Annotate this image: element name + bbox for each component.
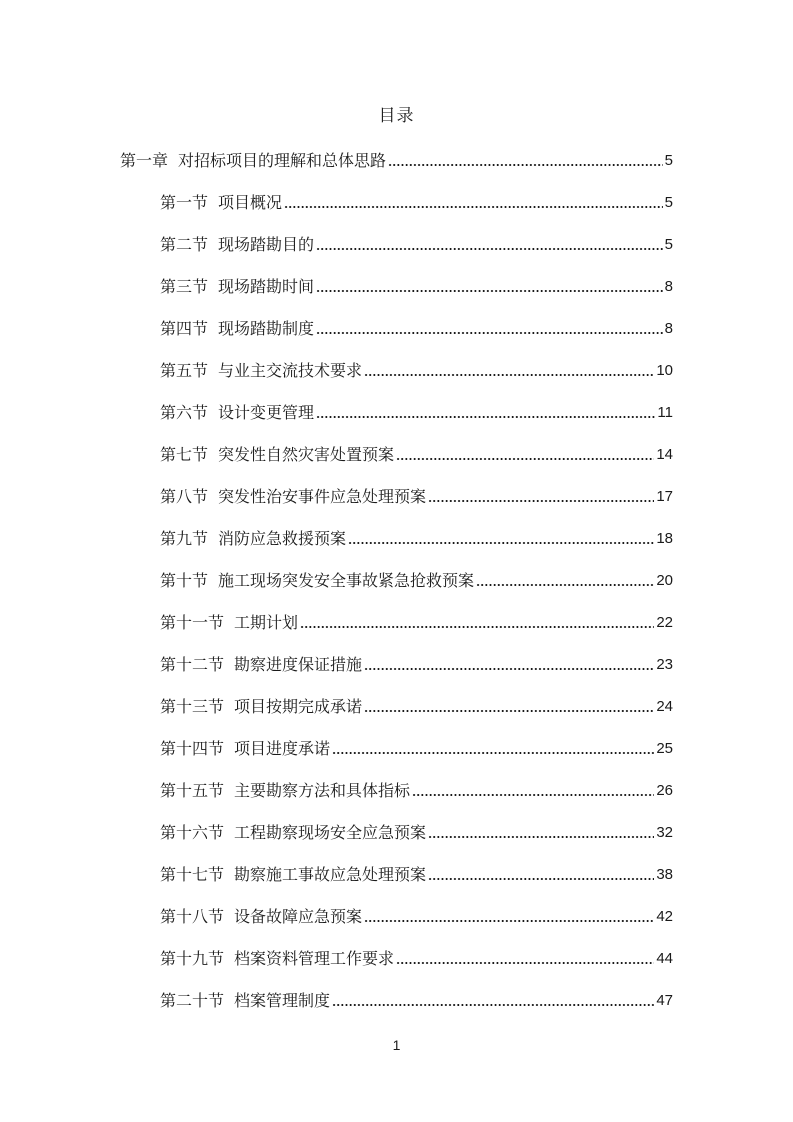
toc-entry-number: 第二节: [160, 235, 209, 254]
toc-entry-page: 14: [656, 446, 673, 463]
toc-entry-number: 第十一节: [160, 613, 225, 632]
dot-leader: [332, 1003, 654, 1007]
toc-entry-page: 10: [656, 362, 673, 379]
toc-entry-number: 第四节: [160, 319, 209, 338]
toc-entry-section-2[interactable]: [160, 231, 673, 257]
toc-entry-section-6[interactable]: [160, 399, 673, 425]
toc-entry-number: 第十二节: [160, 655, 225, 674]
toc-entry-title: 现场踏勘时间: [218, 277, 315, 296]
dot-leader: [396, 457, 654, 461]
toc-entry-section-15[interactable]: [160, 777, 673, 803]
toc-entry-title: 现场踏勘制度: [218, 319, 315, 338]
toc-entry-page: 8: [664, 320, 673, 337]
toc-entry-title: 档案资料管理工作要求: [234, 949, 395, 968]
dot-leader: [316, 289, 663, 293]
toc-entry-number: 第十八节: [160, 907, 225, 926]
dot-leader: [316, 415, 655, 419]
toc-entry-section-16[interactable]: [160, 819, 673, 845]
toc-entry-page: 22: [656, 614, 673, 631]
dot-leader: [428, 499, 654, 503]
toc-entry-section-8[interactable]: [160, 483, 673, 509]
toc-entry-page: 17: [656, 488, 673, 505]
toc-entry-title: 突发性治安事件应急处理预案: [218, 487, 427, 506]
toc-entry-title: 对招标项目的理解和总体思路: [178, 151, 387, 170]
toc-entry-page: 5: [664, 152, 673, 169]
toc-entry-number: 第十四节: [160, 739, 225, 758]
dot-leader: [388, 163, 663, 167]
toc-entry-number: 第七节: [160, 445, 209, 464]
toc-entry-title: 档案管理制度: [234, 991, 331, 1010]
toc-entry-page: 25: [656, 740, 673, 757]
toc-entry-section-9[interactable]: [160, 525, 673, 551]
toc-entry-title: 工期计划: [234, 613, 299, 632]
toc-entry-section-3[interactable]: [160, 273, 673, 299]
toc-entry-number: 第九节: [160, 529, 209, 548]
toc-entry-number: 第十九节: [160, 949, 225, 968]
toc-entry-page: 44: [656, 950, 673, 967]
toc-entry-page: 5: [664, 236, 673, 253]
dot-leader: [364, 373, 654, 377]
toc-entry-title: 施工现场突发安全事故紧急抢救预案: [218, 571, 475, 590]
toc-entry-number: 第十五节: [160, 781, 225, 800]
dot-leader: [284, 205, 663, 209]
dot-leader: [428, 835, 654, 839]
toc-entry-title: 主要勘察方法和具体指标: [234, 781, 411, 800]
dot-leader: [364, 919, 654, 923]
toc-entry-title: 项目进度承诺: [234, 739, 331, 758]
toc-entry-page: 32: [656, 824, 673, 841]
toc-entry-section-13[interactable]: [160, 693, 673, 719]
toc-entry-title: 突发性自然灾害处置预案: [218, 445, 395, 464]
dot-leader: [364, 709, 654, 713]
toc-entry-page: 20: [656, 572, 673, 589]
dot-leader: [364, 667, 654, 671]
dot-leader: [412, 793, 654, 797]
toc-entry-number: 第一章: [120, 151, 169, 170]
toc-entry-section-1[interactable]: [160, 189, 673, 215]
toc-entry-title: 勘察施工事故应急处理预案: [234, 865, 427, 884]
toc-entry-section-11[interactable]: [160, 609, 673, 635]
dot-leader: [396, 961, 654, 965]
toc-entry-title: 勘察进度保证措施: [234, 655, 363, 674]
toc-entry-page: 26: [656, 782, 673, 799]
toc-entry-title: 设计变更管理: [218, 403, 315, 422]
toc-entry-title: 现场踏勘目的: [218, 235, 315, 254]
toc-entry-number: 第五节: [160, 361, 209, 380]
dot-leader: [428, 877, 654, 881]
toc-entry-page: 5: [664, 194, 673, 211]
toc-entry-section-20[interactable]: [160, 987, 673, 1013]
toc-entry-section-10[interactable]: [160, 567, 673, 593]
dot-leader: [316, 331, 663, 335]
dot-leader: [476, 583, 654, 587]
dot-leader: [300, 625, 654, 629]
toc-entry-title: 消防应急救援预案: [218, 529, 347, 548]
dot-leader: [316, 247, 663, 251]
toc-entry-section-4[interactable]: [160, 315, 673, 341]
toc-entry-page: 23: [656, 656, 673, 673]
toc-entry-title: 项目概况: [218, 193, 283, 212]
toc-entry-page: 42: [656, 908, 673, 925]
toc-entry-title: 与业主交流技术要求: [218, 361, 363, 380]
toc-entry-number: 第十七节: [160, 865, 225, 884]
toc-entry-section-12[interactable]: [160, 651, 673, 677]
toc-entry-number: 第十节: [160, 571, 209, 590]
toc-entry-title: 设备故障应急预案: [234, 907, 363, 926]
toc-entry-number: 第六节: [160, 403, 209, 422]
toc-entry-section-5[interactable]: [160, 357, 673, 383]
toc-entry-page: 8: [664, 278, 673, 295]
toc-entry-number: 第一节: [160, 193, 209, 212]
toc-entry-number: 第十六节: [160, 823, 225, 842]
toc-entry-section-17[interactable]: [160, 861, 673, 887]
toc-entry-number: 第十三节: [160, 697, 225, 716]
toc-entry-number: 第三节: [160, 277, 209, 296]
toc-entry-page: 38: [656, 866, 673, 883]
page-number: 1: [392, 1037, 401, 1053]
toc-entry-section-14[interactable]: [160, 735, 673, 761]
dot-leader: [332, 751, 654, 755]
toc-entry-section-19[interactable]: [160, 945, 673, 971]
toc-entry-section-18[interactable]: [160, 903, 673, 929]
toc-entry-page: 11: [657, 404, 673, 421]
toc-entry-title: 工程勘察现场安全应急预案: [234, 823, 427, 842]
toc-entry-page: 18: [656, 530, 673, 547]
toc-entry-page: 47: [656, 992, 673, 1009]
toc-entry-number: 第二十节: [160, 991, 225, 1010]
toc-entry-title: 项目按期完成承诺: [234, 697, 363, 716]
toc-entry-page: 24: [656, 698, 673, 715]
toc-entry-section-7[interactable]: [160, 441, 673, 467]
toc-entry-number: 第八节: [160, 487, 209, 506]
toc-title: 目录: [378, 106, 415, 126]
dot-leader: [348, 541, 654, 545]
toc-entry-chapter-1[interactable]: [120, 147, 673, 173]
